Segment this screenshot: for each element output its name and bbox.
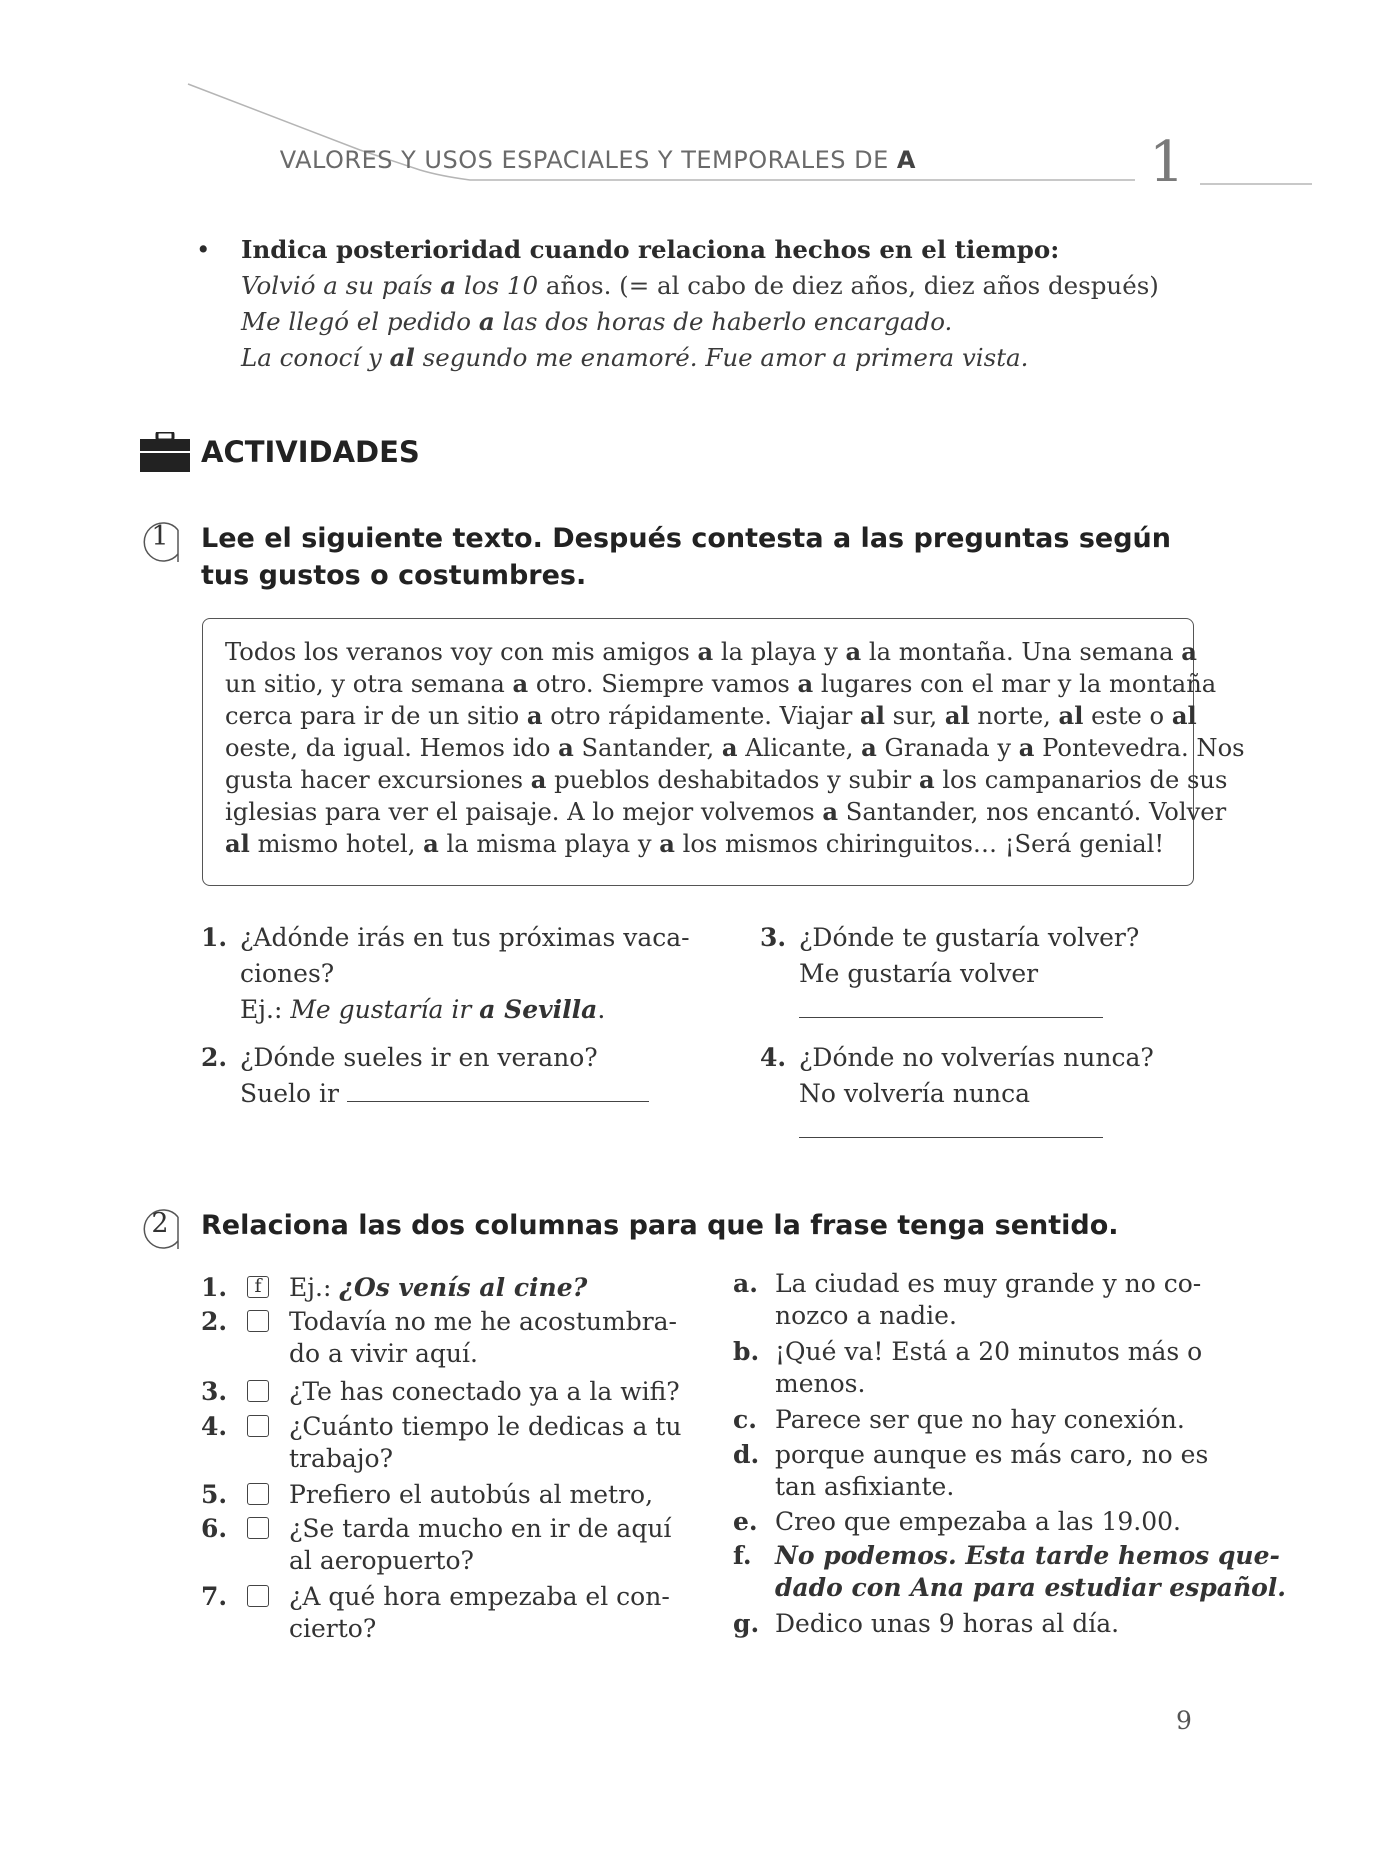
- reading-text-box: [202, 618, 1245, 886]
- intro-example-2: Me llegó el pedido a las dos horas de haberlo encargado.: [241, 307, 953, 336]
- exercise-1-title: Lee el siguiente texto. Después contesta a las preguntas según tus gustos o costumbres.: [201, 523, 1171, 591]
- answer-box: [247, 1483, 269, 1505]
- exercise-2-title: Relaciona las dos columnas para que la frase tenga sentido.: [201, 1210, 1119, 1241]
- answer-line: [799, 1115, 1103, 1138]
- answer-box: [247, 1310, 269, 1332]
- text-line: Todos los veranos voy con mis amigos a la playa y a la montaña. Una semana a: [225, 637, 1197, 666]
- answer-box: [247, 1380, 269, 1402]
- answer-box: f: [247, 1276, 269, 1298]
- text-line: un sitio, y otra semana a otro. Siempre vamos a lugares con el mar y la montaña: [225, 669, 1217, 698]
- text-line: iglesias para ver el paisaje. A lo mejor volvemos a Santander, nos encantó. Volver: [225, 797, 1227, 826]
- exercise-number-badge: 2: [140, 1207, 184, 1255]
- answer-line: [799, 995, 1103, 1018]
- exercise-number-badge: 1: [140, 520, 184, 568]
- running-header: VALORES Y USOS ESPACIALES Y TEMPORALES DE A: [279, 146, 916, 174]
- page-number: 9: [1176, 1706, 1192, 1735]
- chapter-number: 1: [1149, 130, 1185, 195]
- answer-box: [247, 1415, 269, 1437]
- intro-example-3: La conocí y al segundo me enamoré. Fue amor a primera vista.: [241, 343, 1029, 372]
- briefcase-icon: [140, 432, 190, 472]
- text-line: oeste, da igual. Hemos ido a Santander, a Alicante, a Granada y a Pontevedra. Nos: [225, 733, 1245, 762]
- section-title: ACTIVIDADES: [201, 435, 420, 469]
- answer-line: [347, 1079, 649, 1102]
- answer-box: [247, 1585, 269, 1607]
- intro-heading: Indica posterioridad cuando relaciona hechos en el tiempo:: [241, 235, 1060, 264]
- question-1-example: Ej.: Me gustaría ir a Sevilla.: [240, 995, 606, 1024]
- text-line: cerca para ir de un sitio a otro rápidamente. Viajar al sur, al norte, al este o al: [225, 701, 1197, 730]
- answer-box: [247, 1517, 269, 1539]
- text-line: al mismo hotel, a la misma playa y a los mismos chiringuitos… ¡Será genial!: [225, 829, 1165, 858]
- text-line: gusta hacer excursiones a pueblos deshabitados y subir a los campanarios de sus: [225, 765, 1228, 794]
- bullet-marker: •: [196, 235, 211, 264]
- intro-example-1: Volvió a su país a los 10 años. (= al cabo de diez años, diez años después): [241, 271, 1159, 300]
